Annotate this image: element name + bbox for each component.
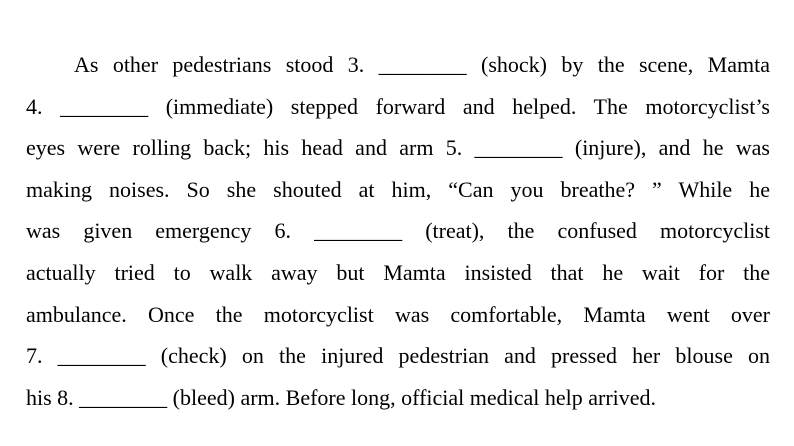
passage-line-9: his 8. ________ (bleed) arm. Before long, official medical help arrived. — [26, 384, 657, 410]
passage-line-5: was given emergency 6. ________ (treat), the confused motorcyclist — [26, 218, 770, 244]
passage-line-1: As other pedestrians stood 3. ________ (shock) by the scene, Mamta — [74, 52, 770, 77]
passage-line-7: ambulance. Once the motorcyclist was comfortable, Mamta went over — [26, 301, 770, 327]
passage-paragraph — [26, 44, 770, 418]
passage-line-4: making noises. So she shouted at him, “Can you breathe? ” While he — [26, 176, 770, 202]
passage-line-8: 7. ________ (check) on the injured pedestrian and pressed her blouse on — [26, 343, 770, 369]
passage-line-3: eyes were rolling back; his head and arm 5. ________ (injure), and he was — [26, 135, 770, 161]
passage-line-2: 4. ________ (immediate) stepped forward and helped. The motorcyclist’s — [26, 93, 770, 119]
passage-line-6: actually tried to walk away but Mamta insisted that he wait for the — [26, 259, 770, 285]
